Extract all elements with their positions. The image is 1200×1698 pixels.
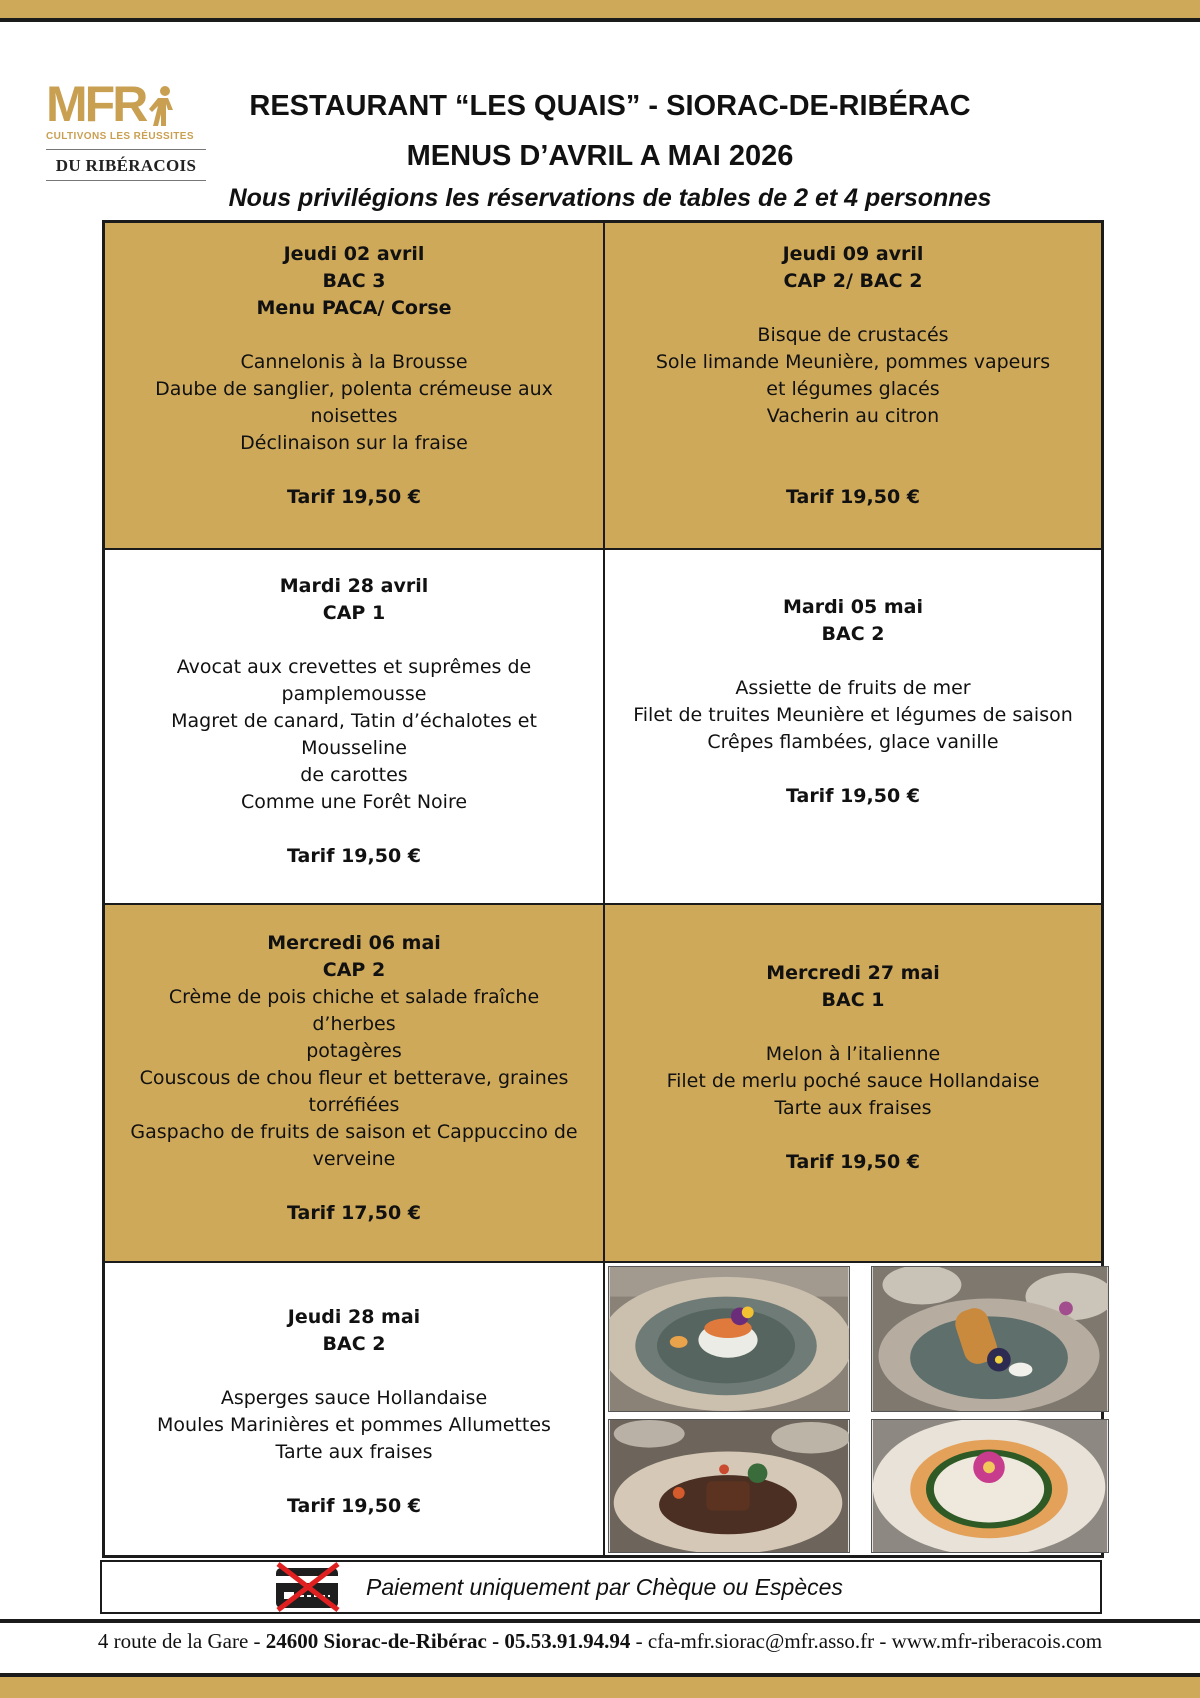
menu-date: Mardi 28 avril <box>279 575 429 597</box>
menu-dish: Daube de sanglier, polenta crémeuse aux <box>155 377 553 400</box>
menu-dish: Asperges sauce Hollandaise <box>220 1387 488 1409</box>
menu-class: CAP 2/ BAC 2 <box>783 269 923 292</box>
menu-class: BAC 3 <box>322 269 386 292</box>
menu-date: Mardi 05 mai <box>782 595 923 618</box>
menu-row <box>105 223 1101 550</box>
logo-divider-bottom <box>46 180 206 181</box>
menu-card <box>603 905 1101 1261</box>
menu-dish: Moules Marinières et pommes Allumettes <box>157 1414 551 1436</box>
dish-photos <box>603 1263 1101 1555</box>
dish-photo <box>608 1266 850 1412</box>
menu-class: CAP 2 <box>322 958 386 981</box>
menu-class: CAP 1 <box>322 602 386 624</box>
logo-name: DU RIBÉRACOIS <box>55 156 197 175</box>
menu-dish: Déclinaison sur la fraise <box>240 431 468 454</box>
menu-dish: noisettes <box>310 404 398 427</box>
menu-dish: Melon à l’italienne <box>765 1043 941 1065</box>
logo-mark <box>46 76 206 132</box>
menu-price: Tarif 19,50 € <box>286 485 422 508</box>
menu-dish: Avocat aux crevettes et suprêmes de <box>176 656 532 678</box>
mfr-logo <box>46 78 206 190</box>
menu-dish: Comme une Forêt Noire <box>240 791 468 813</box>
menu-dish: et légumes glacés <box>766 377 940 400</box>
top-gold-band <box>0 0 1200 18</box>
menu-price: Tarif 19,50 € <box>785 485 921 508</box>
menu-dish: Filet de merlu poché sauce Hollandaise <box>666 1070 1040 1092</box>
menu-card <box>105 1263 603 1555</box>
menu-date: Jeudi 02 avril <box>283 242 425 265</box>
menu-dish: Cannelonis à la Brousse <box>240 350 468 373</box>
menu-dish: Crêpes flambées, glace vanille <box>707 730 999 753</box>
dish-photo <box>871 1419 1109 1553</box>
menu-row <box>105 905 1101 1263</box>
menu-dish: Couscous de chou fleur et betterave, graines <box>139 1066 569 1089</box>
menu-dish: Tarte aux fraises <box>275 1441 433 1463</box>
menu-row <box>105 1263 1101 1555</box>
footer-city-phone: 24600 Siorac-de-Ribérac - 05.53.91.94.94 <box>265 1629 631 1653</box>
menu-dish: potagères <box>306 1039 402 1062</box>
menu-dish: torréfiées <box>308 1093 400 1116</box>
footer-rule-top <box>0 1619 1200 1623</box>
menu-theme: Menu PACA/ Corse <box>256 296 452 319</box>
menu-price: Tarif 19,50 € <box>286 1495 422 1517</box>
menu-dish: Filet de truites Meunière et légumes de saison <box>633 703 1073 726</box>
dish-photo <box>871 1266 1109 1412</box>
menu-price: Tarif 19,50 € <box>286 845 422 867</box>
menu-card <box>105 550 603 903</box>
menu-row <box>105 550 1101 905</box>
menu-dish: pamplemousse <box>281 683 427 705</box>
menu-dish: Assiette de fruits de mer <box>735 676 971 699</box>
menu-class: BAC 2 <box>821 622 885 645</box>
top-rule <box>0 18 1200 22</box>
logo-tagline: CULTIVONS LES RÉUSSITES <box>46 131 194 142</box>
menu-class: BAC 2 <box>322 1333 386 1355</box>
menu-card <box>105 223 603 548</box>
footer-address: 4 route de la Gare - <box>97 1629 266 1653</box>
menu-dish: verveine <box>312 1147 396 1170</box>
menu-card <box>603 550 1101 903</box>
menu-price: Tarif 19,50 € <box>785 1151 921 1173</box>
page-title: RESTAURANT “LES QUAIS” - SIORAC-DE-RIBÉRAC <box>249 90 971 122</box>
menu-date: Jeudi 09 avril <box>782 242 924 265</box>
menu-grid <box>102 220 1104 1558</box>
menu-dish: Bisque de crustacés <box>757 323 949 346</box>
payment-notice <box>100 1560 1102 1614</box>
menu-date: Mercredi 27 mai <box>766 962 940 984</box>
dish-photo <box>608 1419 850 1553</box>
menu-dish: de carottes <box>300 764 408 786</box>
bottom-gold-band <box>0 1677 1200 1698</box>
menu-dish: Crème de pois chiche et salade fraîche d’herbes <box>168 985 540 1035</box>
menu-date: Mercredi 06 mai <box>267 931 441 954</box>
menu-price: Tarif 19,50 € <box>785 784 921 807</box>
menu-class: BAC 1 <box>821 989 885 1011</box>
no-card-icon <box>272 1562 344 1612</box>
footer-contact <box>0 1629 1200 1654</box>
menu-dish: Sole limande Meunière, pommes vapeurs <box>655 350 1051 373</box>
person-icon <box>146 82 176 126</box>
menu-card <box>105 905 603 1261</box>
footer-email-website: - cfa-mfr.siorac@mfr.asso.fr - www.mfr-riberacois.com <box>630 1629 1103 1653</box>
menu-card <box>603 223 1101 548</box>
payment-text: Paiement uniquement par Chèque ou Espèces <box>366 1574 843 1600</box>
menu-dish: Gaspacho de fruits de saison et Cappuccino de <box>130 1120 578 1143</box>
menu-dish: Magret de canard, Tatin d’échalotes et Mousseline <box>171 710 537 759</box>
menu-date: Jeudi 28 mai <box>287 1306 421 1328</box>
reservation-note: Nous privilégions les réservations de tables de 2 et 4 personnes <box>228 184 992 212</box>
menu-dish: Tarte aux fraises <box>774 1097 932 1119</box>
menu-price: Tarif 17,50 € <box>286 1201 422 1224</box>
page-subtitle: MENUS D’AVRIL A MAI 2026 <box>406 140 794 172</box>
logo-letters: MFR <box>46 76 146 132</box>
menu-dish: Vacherin au citron <box>766 404 940 427</box>
